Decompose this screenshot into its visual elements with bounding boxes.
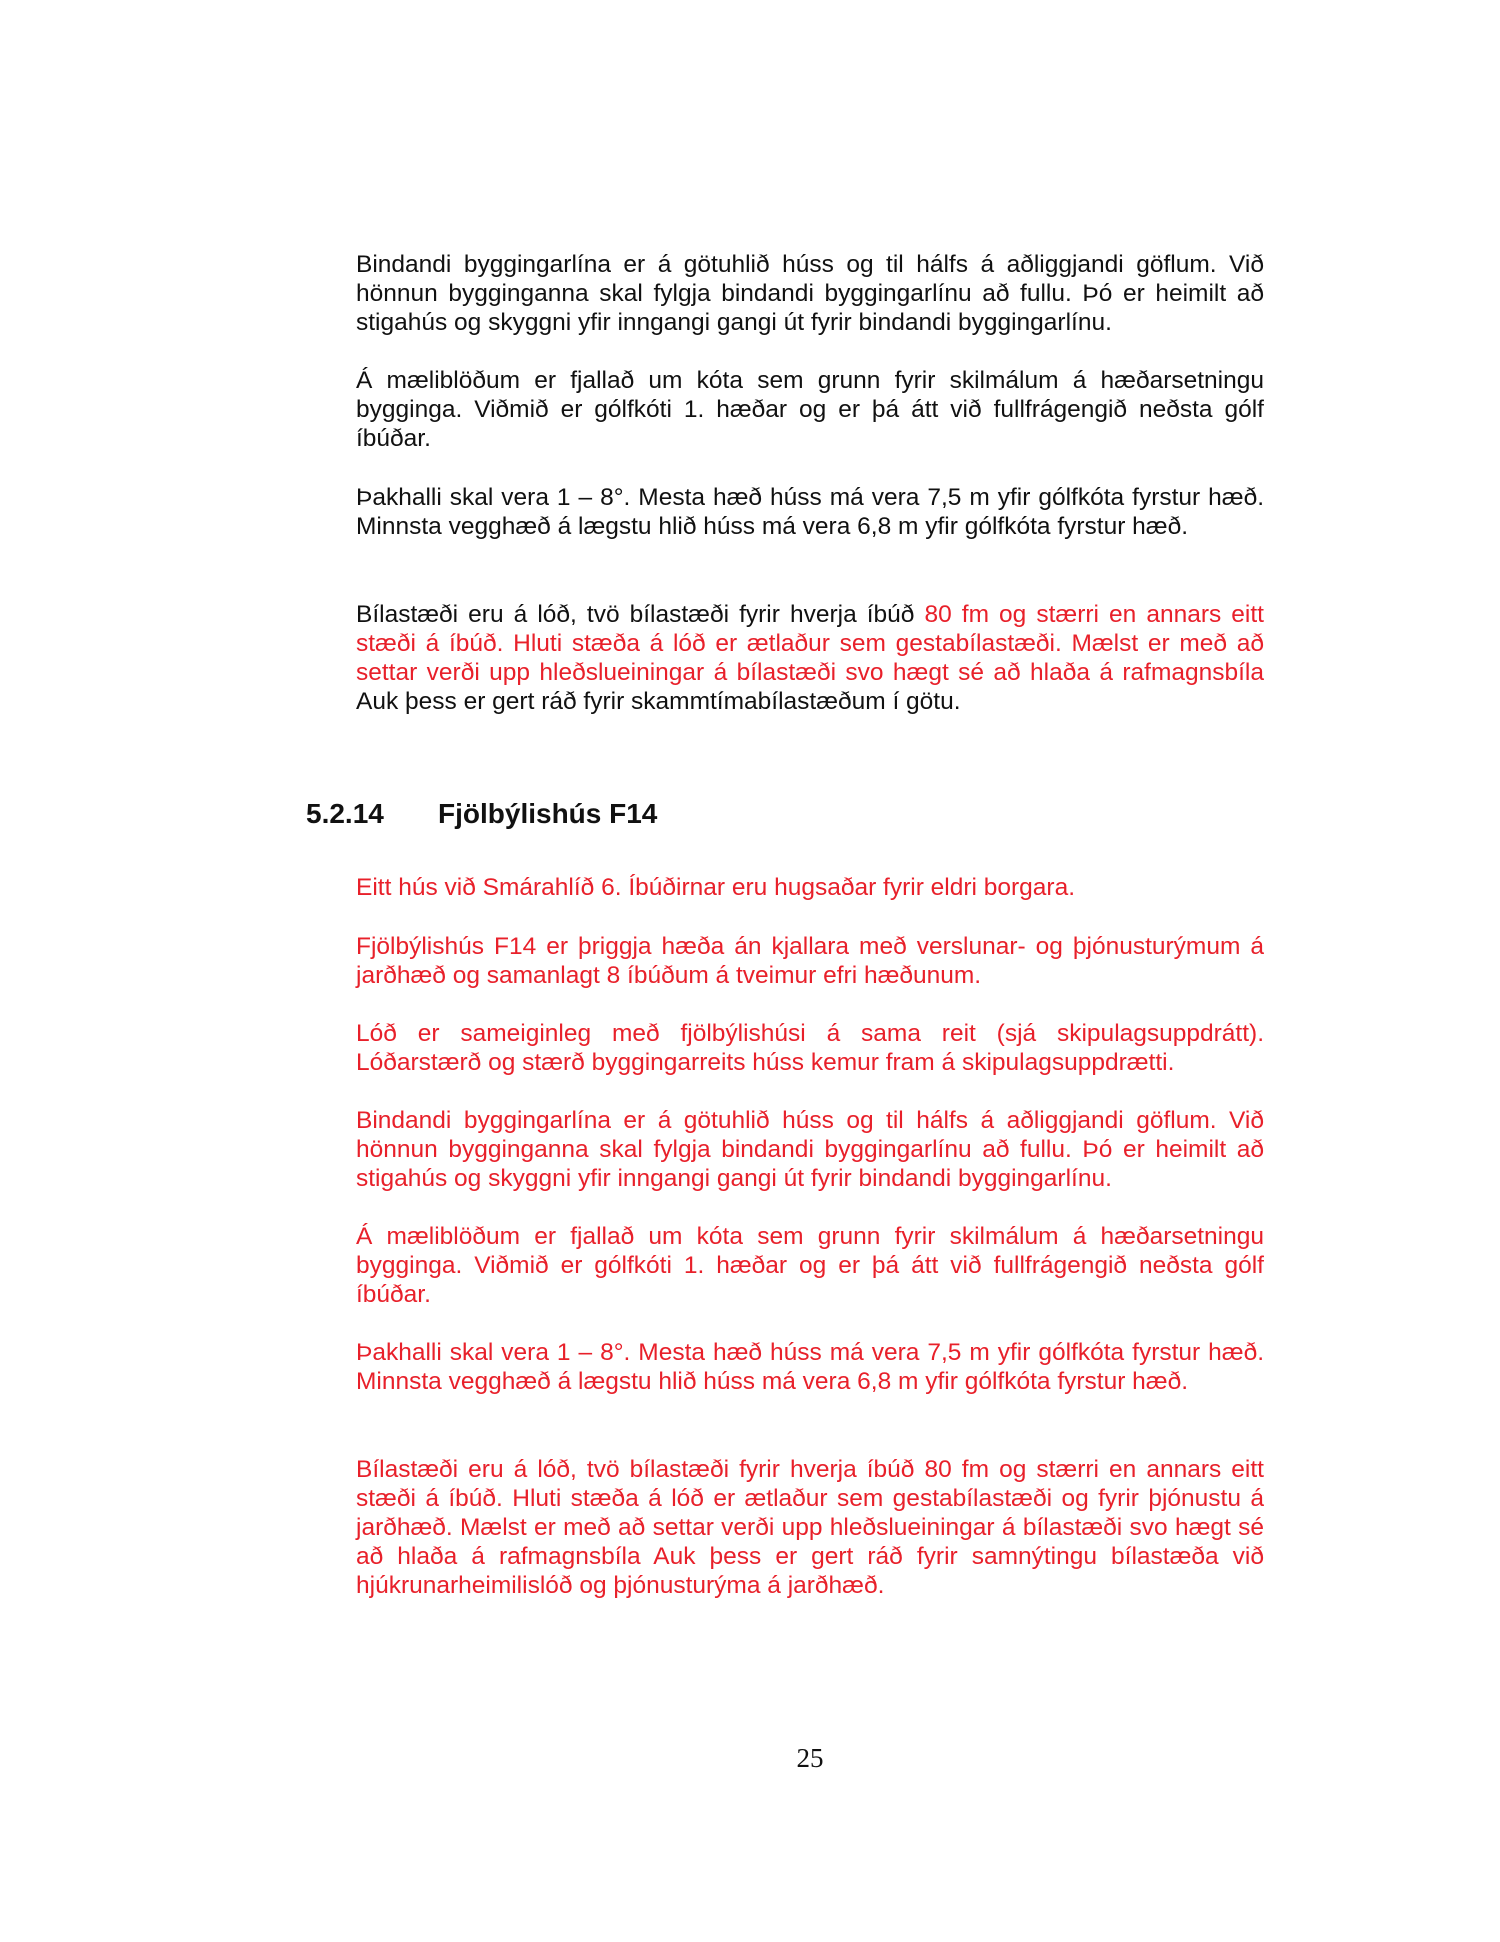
paragraph-building-line-f14: Bindandi byggingarlína er á götuhlið húss og til hálfs á aðliggjandi göflum. Við hönnun bygginganna skal fylgja bindandi byggingarlínu að fullu. Þó er heimilt að stigahús og skyggni yfir inngangi gangi út fyrir bindandi byggingarlínu. — [356, 1107, 1264, 1192]
paragraph-parking-f14: Bílastæði eru á lóð, tvö bílastæði fyrir hverja íbúð 80 fm og stærri en annars eitt stæði á íbúð. Hluti stæða á lóð er ætlaður sem gestabílastæði og fyrir þjónustu á jarðhæð. Mælst er með að settar verði upp hleðslueiningar á bílastæði svo hægt sé að hlaða á rafmagnsbíla Auk þess er gert ráð fyrir samnýtingu bílastæða við hjúkrunarheimilislóð og þjónusturýma á jarðhæð. — [356, 1456, 1264, 1599]
paragraph-roof-f14: Þakhalli skal vera 1 – 8°. Mesta hæð húss má vera 7,5 m yfir gólfkóta fyrstur hæð. Minnsta vegghæð á lægstu hlið húss má vera 6,8 m yfir gólfkóta fyrstur hæð. — [356, 1339, 1264, 1395]
parking-text-end: Auk þess er gert ráð fyrir skammtímabílastæðum í götu. — [356, 688, 961, 715]
parking-text-start: Bílastæði eru á lóð, tvö bílastæði fyrir hverja íbúð — [356, 601, 925, 628]
paragraph-lot: Lóð er sameiginleg með fjölbýlishúsi á sama reit (sjá skipulagsuppdrátt). Lóðarstærð og stærð byggingarreits húss kemur fram á skipulagsuppdrætti. — [356, 1020, 1264, 1076]
paragraph-building-description: Fjölbýlishús F14 er þriggja hæða án kjallara með verslunar- og þjónusturýmum á jarðhæð og samanlagt 8 íbúðum á tveimur efri hæðunum. — [356, 933, 1264, 989]
paragraph-roof: Þakhalli skal vera 1 – 8°. Mesta hæð húss má vera 7,5 m yfir gólfkóta fyrstur hæð. Minnsta vegghæð á lægstu hlið húss má vera 6,8 m yfir gólfkóta fyrstur hæð. — [356, 484, 1264, 540]
page-number: 25 — [796, 1743, 824, 1773]
section-title: Fjölbýlishús F14 — [438, 798, 658, 829]
paragraph-intro: Eitt hús við Smárahlíð 6. Íbúðirnar eru hugsaðar fyrir eldri borgara. — [356, 874, 1076, 901]
paragraph-parking — [356, 600, 1264, 716]
paragraph-elevation: Á mæliblöðum er fjallað um kóta sem grunn fyrir skilmálum á hæðarsetningu bygginga. Viðmið er gólfkóti 1. hæðar og er þá átt við fullfrágengið neðsta gólf íbúðar. — [356, 367, 1264, 452]
section-heading — [306, 798, 657, 830]
paragraph-elevation-f14: Á mæliblöðum er fjallað um kóta sem grunn fyrir skilmálum á hæðarsetningu bygginga. Viðmið er gólfkóti 1. hæðar og er þá átt við fullfrágengið neðsta gólf íbúðar. — [356, 1223, 1264, 1308]
paragraph-building-line: Bindandi byggingarlína er á götuhlið húss og til hálfs á aðliggjandi göflum. Við hönnun bygginganna skal fylgja bindandi byggingarlínu að fullu. Þó er heimilt að stigahús og skyggni yfir inngangi gangi út fyrir bindandi byggingarlínu. — [356, 251, 1264, 336]
section-number: 5.2.14 — [306, 798, 384, 829]
parking-text-red: 80 fm og stærri en annars eitt stæði á íbúð. Hluti stæða á lóð er ætlaður sem gestabílastæði. Mælst er með að settar verði upp hleðslueiningar á bílastæði svo hægt sé að hlaða á rafmagnsbíla — [356, 601, 1264, 686]
